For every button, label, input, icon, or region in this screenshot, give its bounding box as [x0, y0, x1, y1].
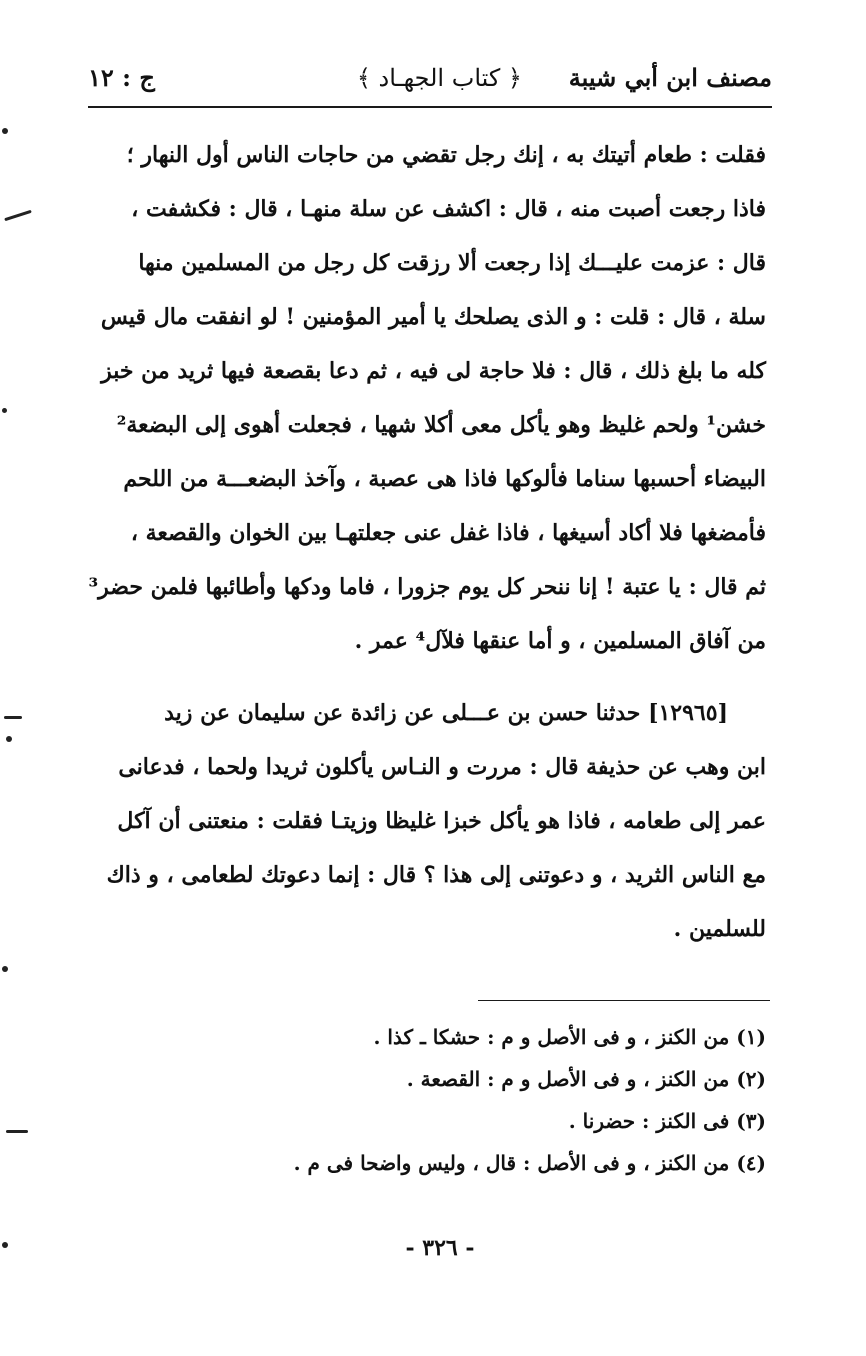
text-line: ابن وهب عن حذيفة قال : مررت و النـاس يأكلون ثريدا ولحما ، فدعانى [118, 754, 766, 780]
margin-speck [6, 1130, 28, 1133]
margin-speck [2, 1242, 8, 1248]
hadith-number: [١٢٩٦٥] [648, 700, 728, 726]
text-line: فأمضغها فلا أكاد أسيغها ، فاذا غفل عنى جعلتهـا بين الخوان والقصعة ، [130, 520, 766, 546]
text-line: سلة ، قال : قلت : و الذى يصلحك يا أمير المؤمنين ! لو انفقت مال قيس [100, 304, 766, 330]
hadith-first-line [96, 686, 766, 740]
paragraph-gap [96, 668, 766, 686]
page-number: - ٣٢٦ - [405, 1235, 475, 1261]
book-title: مصنف ابن أبي شيبة [568, 63, 772, 92]
text-line: كله ما بلغ ذلك ، قال : فلا حاجة لى فيه ، ثم دعا بقصعة فيها ثريد من خبز [101, 358, 766, 384]
running-header [88, 58, 772, 102]
chapter-title: ﴿ كتاب الجهـاد ﴾ [356, 64, 522, 92]
margin-speck [4, 210, 32, 222]
margin-speck [2, 128, 8, 134]
footnote: (١) من الكنز ، و فى الأصل و م : حشكا ـ كذا . [373, 1025, 766, 1049]
footnotes [96, 1016, 766, 1184]
text-line: من آفاق المسلمين ، و أما عنقها فلآل⁴ عمر . [354, 628, 766, 654]
footnote-rule [478, 1000, 770, 1001]
text-line: للسلمين . [673, 916, 766, 942]
margin-speck [4, 716, 22, 719]
footnote: (٣) فى الكنز : حضرنا . [568, 1109, 766, 1133]
text-line: خشن¹ ولحم غليظ وهو يأكل معى أكلا شهيا ، فجعلت أهوى إلى البضعة² [116, 412, 766, 438]
text-line: فاذا رجعت أصبت منه ، قال : اكشف عن سلة منهـا ، قال : فكشفت ، [131, 196, 766, 222]
text-line: مع الناس الثريد ، و دعوتنى إلى هذا ؟ قال : إنما دعوتك لطعامى ، و ذاك [106, 862, 766, 888]
text-line: فقلت : طعام أتيتك به ، إنك رجل تقضي من حاجات الناس أول النهار ؛ [126, 142, 766, 168]
hadith-text: حدثنا حسن بن عـــلى عن زائدة عن سليمان عن زيد [164, 700, 641, 726]
text-line: عمر إلى طعامه ، فاذا هو يأكل خبزا غليظا وزيتـا فقلت : منعتنى أن آكل [117, 808, 766, 834]
text-line: ثم قال : يا عتبة ! إنا ننحر كل يوم جزورا ، فاما ودكها وأطائبها فلمن حضر³ [88, 574, 766, 600]
margin-speck [2, 408, 7, 413]
text-line: البيضاء أحسبها سناما فألوكها فاذا هى عصبة ، وآخذ البضعـــة من اللحم [123, 466, 766, 492]
margin-speck [2, 966, 8, 972]
text-line: قال : عزمت عليـــك إذا رجعت ألا رزقت كل رجل من المسلمين منها [138, 250, 766, 276]
footnote: (٤) من الكنز ، و فى الأصل : قال ، وليس واضحا فى م . [293, 1151, 766, 1175]
volume-number: ج : ١٢ [88, 63, 155, 92]
margin-speck [6, 736, 12, 742]
header-rule [88, 106, 772, 108]
footnote: (٢) من الكنز ، و فى الأصل و م : القصعة . [406, 1067, 766, 1091]
main-text [88, 128, 766, 956]
